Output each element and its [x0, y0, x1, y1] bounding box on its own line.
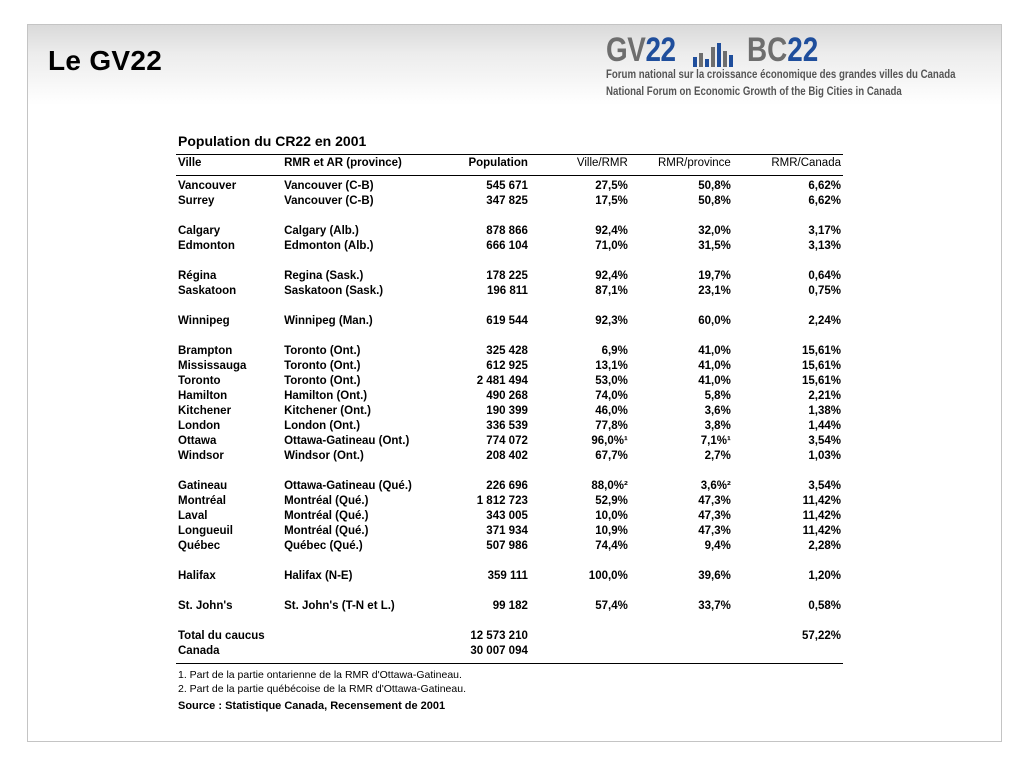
table-section: [176, 133, 846, 713]
header-rmr-canada: RMR/Canada: [733, 155, 843, 176]
cell-rmr-province: 5,8%: [704, 390, 731, 402]
cell-rmr-province: 3,8%: [704, 420, 731, 432]
table-row: [176, 194, 843, 209]
cell-rmr: [282, 629, 445, 644]
cell-rmr-canada: 57,22%: [801, 630, 841, 642]
cell-ville: London: [178, 420, 221, 432]
cell-population: 196 811: [486, 285, 528, 297]
cell-rmr-province: 3,6%: [704, 405, 731, 417]
table-row: [176, 629, 843, 644]
cell-ville-rmr: 10,9%: [595, 525, 628, 537]
cell-rmr-province: [630, 644, 733, 664]
cell-rmr-province: 50,8%: [698, 195, 731, 207]
cell-rmr: St. John's (T-N et L.): [284, 600, 395, 612]
cell-rmr: Ottawa-Gatineau (Ont.): [284, 435, 410, 447]
cell-rmr-canada: 2,21%: [808, 390, 841, 402]
cell-rmr: Montréal (Qué.): [284, 525, 369, 537]
cell-rmr-province: 3,6%²: [700, 480, 731, 492]
cell-ville: Halifax: [178, 570, 216, 582]
cell-ville: Québec: [178, 540, 221, 552]
cell-rmr: Toronto (Ont.): [284, 375, 361, 387]
slide: [27, 24, 1002, 742]
table-row: [176, 314, 843, 329]
cell-ville: Montréal: [178, 495, 226, 507]
cell-ville-rmr: 74,4%: [595, 540, 628, 552]
spacer-row: [176, 299, 843, 314]
cell-rmr: Vancouver (C-B): [284, 180, 374, 192]
cell-rmr-province: 7,1%¹: [700, 435, 731, 447]
cell-ville-rmr: 77,8%: [595, 420, 628, 432]
cell-rmr-canada: [733, 644, 843, 664]
table-row: [176, 389, 843, 404]
cell-rmr-province: 60,0%: [698, 315, 731, 327]
table-row: [176, 404, 843, 419]
cell-rmr-province: 33,7%: [698, 600, 731, 612]
cell-ville-rmr: [530, 629, 630, 644]
cell-population: 190 399: [486, 405, 528, 417]
cell-population: 178 225: [486, 270, 528, 282]
cell-rmr: Ottawa-Gatineau (Qué.): [284, 480, 412, 492]
cell-rmr-canada: 0,64%: [808, 270, 841, 282]
cell-rmr-province: 2,7%: [704, 450, 731, 462]
cell-rmr-canada: 2,24%: [808, 315, 841, 327]
slide-title: Le GV22: [48, 45, 163, 76]
cell-rmr: Calgary (Alb.): [284, 225, 359, 237]
cell-rmr-province: 19,7%: [698, 270, 731, 282]
cell-rmr-province: 9,4%: [704, 540, 731, 552]
cell-ville-rmr: 87,1%: [595, 285, 628, 297]
cell-population: 12 573 210: [470, 630, 528, 642]
cell-ville: Gatineau: [178, 480, 228, 492]
header-population: Population: [445, 155, 530, 176]
cell-ville: Toronto: [178, 375, 221, 387]
table-row: [176, 644, 843, 664]
cell-rmr: Windsor (Ont.): [284, 450, 364, 462]
cell-rmr-canada: 15,61%: [801, 375, 841, 387]
cell-ville: Longueuil: [178, 525, 233, 537]
cell-population: 545 671: [486, 180, 528, 192]
cell-rmr: Edmonton (Alb.): [284, 240, 374, 252]
logo-tagline-en: National Forum on Economic Growth of the Big Cities in Canada: [606, 86, 902, 98]
logo-gv22: GV22: [606, 31, 676, 69]
cell-ville: Windsor: [178, 450, 224, 462]
cell-rmr: Vancouver (C-B): [284, 195, 374, 207]
cell-population: 208 402: [486, 450, 528, 462]
cell-population: 507 986: [486, 540, 528, 552]
logo-bc22: BC22: [746, 31, 819, 69]
cell-population: 2 481 494: [476, 375, 528, 387]
cell-population: 774 072: [486, 435, 528, 447]
cell-population: 612 925: [486, 360, 528, 372]
spacer-row: [176, 254, 843, 269]
spacer-row: [176, 329, 843, 344]
table-row: [176, 284, 843, 299]
cell-ville: Canada: [176, 644, 282, 664]
cell-rmr-canada: 1,03%: [808, 450, 841, 462]
cell-ville: Brampton: [178, 345, 233, 357]
logo-wordmark: [606, 31, 834, 67]
spacer-row: [176, 464, 843, 479]
cell-ville: Ottawa: [178, 435, 217, 447]
cell-ville: Total du caucus: [178, 630, 265, 642]
cell-population: 99 182: [492, 600, 528, 612]
table-row: [176, 224, 843, 239]
table-row: [176, 524, 843, 539]
cell-population: 666 104: [486, 240, 528, 252]
cell-ville-rmr: 17,5%: [595, 195, 628, 207]
cell-rmr-canada: 3,13%: [808, 240, 841, 252]
cell-ville-rmr: 27,5%: [595, 180, 628, 192]
cell-rmr-province: 23,1%: [698, 285, 731, 297]
cell-population: 30 007 094: [445, 644, 530, 664]
table-row: [176, 269, 843, 284]
cell-rmr: Winnipeg (Man.): [284, 315, 373, 327]
cell-ville-rmr: 10,0%: [595, 510, 628, 522]
spacer-row: [176, 554, 843, 569]
cell-ville: Calgary: [178, 225, 221, 237]
spacer-row: [176, 614, 843, 629]
cell-rmr-canada: 6,62%: [808, 195, 841, 207]
table-row: [176, 449, 843, 464]
cell-rmr-canada: 3,54%: [808, 435, 841, 447]
cell-rmr: Québec (Qué.): [284, 540, 363, 552]
cell-rmr-canada: 1,38%: [808, 405, 841, 417]
cell-rmr-canada: 0,58%: [808, 600, 841, 612]
cell-rmr-canada: 3,17%: [808, 225, 841, 237]
cell-rmr: Saskatoon (Sask.): [284, 285, 384, 297]
table-row: [176, 599, 843, 614]
table-header: [176, 155, 843, 176]
cell-rmr-province: 47,3%: [698, 525, 731, 537]
table-row: [176, 479, 843, 494]
cell-rmr-province: [630, 629, 733, 644]
cell-rmr-canada: 6,62%: [808, 180, 841, 192]
cell-population: 226 696: [486, 480, 528, 492]
table-row: [176, 419, 843, 434]
cell-rmr: [282, 644, 445, 664]
cell-rmr-province: 47,3%: [698, 495, 731, 507]
cell-rmr-province: 50,8%: [698, 180, 731, 192]
cell-rmr-canada: 11,42%: [802, 525, 841, 537]
table-body: [176, 176, 843, 664]
cell-population: 490 268: [486, 390, 528, 402]
cell-rmr: Montréal (Qué.): [284, 510, 369, 522]
cell-population: 347 825: [486, 195, 528, 207]
footnote-2: 2. Part de la partie québécoise de la RMR d'Ottawa-Gatineau.: [178, 683, 466, 695]
cell-ville-rmr: 46,0%: [595, 405, 628, 417]
cell-population: 359 111: [487, 570, 528, 582]
cell-rmr-canada: 1,44%: [808, 420, 841, 432]
cell-ville: Vancouver: [178, 180, 237, 192]
cell-rmr: Regina (Sask.): [284, 270, 364, 282]
cell-rmr-province: 41,0%: [698, 375, 731, 387]
table-row: [176, 176, 843, 195]
cell-ville: Régina: [178, 270, 217, 282]
table-row: [176, 494, 843, 509]
table-row: [176, 509, 843, 524]
cell-rmr-canada: 3,54%: [808, 480, 841, 492]
table-row: [176, 569, 843, 584]
header-rmr-province: RMR/province: [630, 155, 733, 176]
cell-rmr-canada: 15,61%: [801, 345, 841, 357]
cell-rmr: Toronto (Ont.): [284, 345, 361, 357]
cell-rmr-canada: 15,61%: [801, 360, 841, 372]
cell-rmr: Kitchener (Ont.): [284, 405, 371, 417]
cell-ville-rmr: 88,0%²: [591, 480, 628, 492]
population-table: [176, 154, 843, 664]
cell-ville-rmr: 53,0%: [595, 375, 628, 387]
cell-ville: Edmonton: [178, 240, 235, 252]
cell-population: 619 544: [486, 315, 528, 327]
slide-header: [28, 25, 1001, 105]
table-row: [176, 434, 843, 449]
table-row: [176, 239, 843, 254]
header-ville-rmr: Ville/RMR: [530, 155, 630, 176]
cell-rmr-province: 41,0%: [698, 345, 731, 357]
cell-rmr: Hamilton (Ont.): [284, 390, 368, 402]
cell-rmr-canada: 0,75%: [808, 285, 841, 297]
spacer-row: [176, 584, 843, 599]
cell-rmr-canada: 1,20%: [808, 570, 841, 582]
table-title: Population du CR22 en 2001: [178, 133, 367, 149]
cell-rmr-province: 39,6%: [698, 570, 731, 582]
cell-ville: Saskatoon: [178, 285, 237, 297]
table-row: [176, 539, 843, 554]
cell-population: 325 428: [486, 345, 528, 357]
cell-rmr-province: 41,0%: [698, 360, 731, 372]
cell-rmr-canada: 11,42%: [802, 495, 841, 507]
cell-ville-rmr: 6,9%: [601, 345, 628, 357]
cell-rmr-province: 31,5%: [698, 240, 731, 252]
cell-population: 1 812 723: [476, 495, 528, 507]
cell-population: 371 934: [486, 525, 528, 537]
cell-rmr-province: 47,3%: [698, 510, 731, 522]
cell-ville-rmr: 67,7%: [595, 450, 628, 462]
cell-rmr-province: 32,0%: [698, 225, 731, 237]
cell-ville: St. John's: [178, 600, 233, 612]
gv22-bc22-logo: [606, 31, 1001, 103]
header-rmr: RMR et AR (province): [282, 155, 445, 176]
table-notes: [178, 668, 846, 713]
cell-rmr: Toronto (Ont.): [284, 360, 361, 372]
cell-ville-rmr: 92,4%: [595, 225, 628, 237]
cell-ville-rmr: 13,1%: [595, 360, 628, 372]
cell-ville: Surrey: [178, 195, 215, 207]
cell-rmr-canada: 2,28%: [808, 540, 841, 552]
cell-ville: Winnipeg: [178, 315, 230, 327]
cell-population: 336 539: [486, 420, 528, 432]
bar-chart-icon: [689, 37, 745, 67]
cell-ville-rmr: 71,0%: [595, 240, 628, 252]
cell-ville-rmr: 57,4%: [595, 600, 628, 612]
source-note: Source : Statistique Canada, Recensement de 2001: [178, 700, 446, 712]
cell-ville-rmr: 74,0%: [595, 390, 628, 402]
cell-ville-rmr: 52,9%: [595, 495, 628, 507]
table-row: [176, 344, 843, 359]
cell-ville-rmr: 100,0%: [588, 570, 628, 582]
cell-rmr: Montréal (Qué.): [284, 495, 369, 507]
spacer-row: [176, 209, 843, 224]
cell-rmr: London (Ont.): [284, 420, 361, 432]
footnote-1: 1. Part de la partie ontarienne de la RMR d'Ottawa-Gatineau.: [178, 669, 462, 681]
cell-rmr-canada: 11,42%: [802, 510, 841, 522]
cell-ville: Hamilton: [178, 390, 228, 402]
cell-population: 343 005: [486, 510, 528, 522]
cell-population: 878 866: [486, 225, 528, 237]
table-row: [176, 359, 843, 374]
cell-ville: Kitchener: [178, 405, 232, 417]
cell-ville-rmr: 96,0%¹: [591, 435, 628, 447]
cell-rmr: Halifax (N-E): [284, 570, 353, 582]
cell-ville-rmr: 92,4%: [595, 270, 628, 282]
cell-ville: Laval: [178, 510, 208, 522]
cell-ville-rmr: [530, 644, 630, 664]
cell-ville-rmr: 92,3%: [595, 315, 628, 327]
table-row: [176, 374, 843, 389]
header-ville: Ville: [176, 155, 282, 176]
cell-ville: Mississauga: [178, 360, 247, 372]
logo-tagline-fr: Forum national sur la croissance économique des grandes villes du Canada: [606, 69, 956, 81]
